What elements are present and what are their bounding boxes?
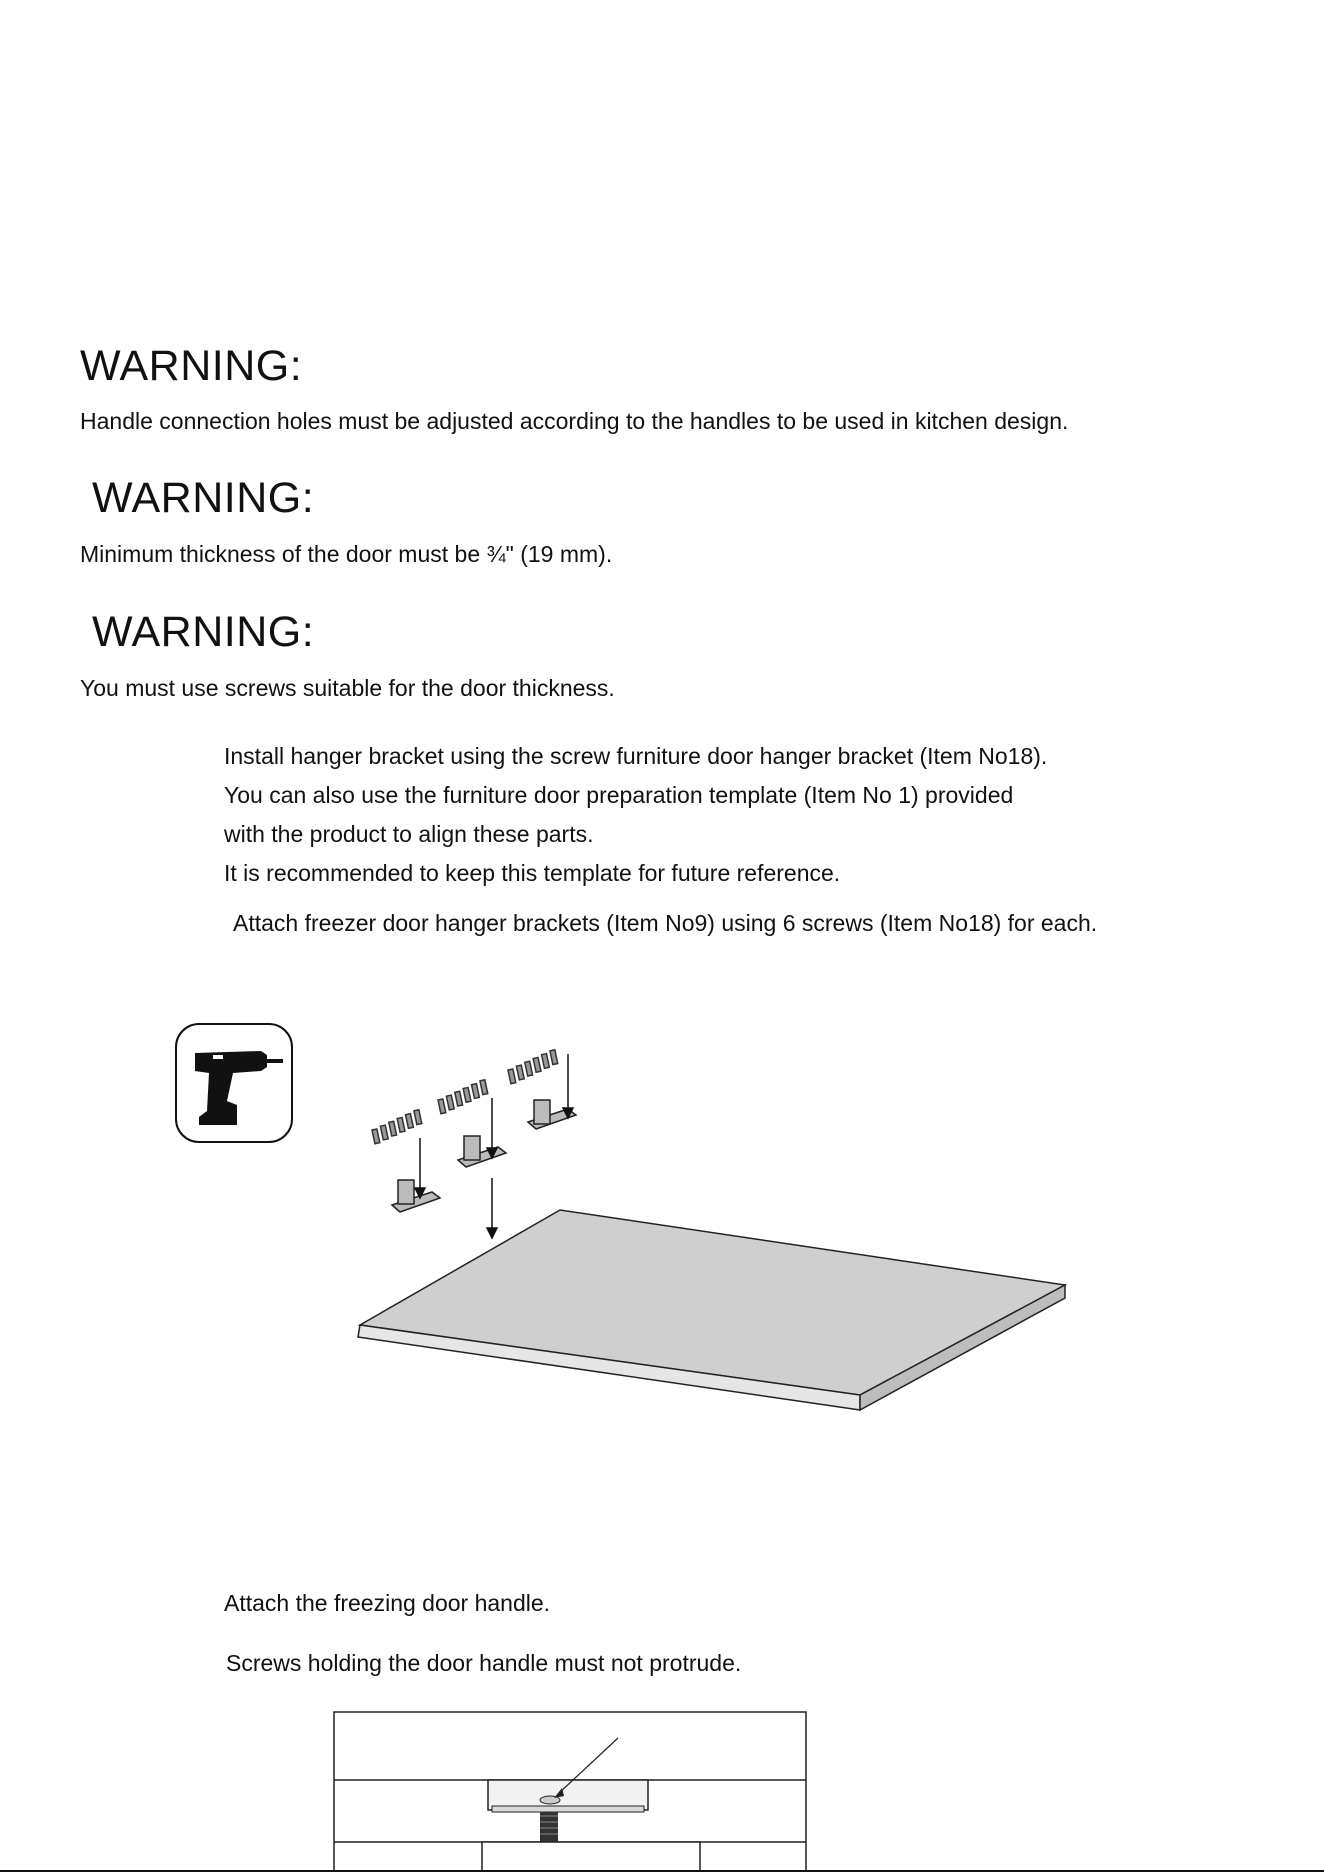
instruction-line-4: It is recommended to keep this template for future reference. <box>224 860 841 886</box>
hanger-bracket-2 <box>458 1136 506 1167</box>
handle-cross-section-diagram <box>330 1710 810 1872</box>
warning-title-3: WARNING: <box>92 608 315 656</box>
warning-text-3: You must use screws suitable for the door thickness. <box>80 675 615 701</box>
cordless-drill-icon <box>177 1025 295 1145</box>
screw-group-3 <box>506 1050 560 1084</box>
warning-text-1: Handle connection holes must be adjusted according to the handles to be used in kitchen design. <box>80 408 1069 434</box>
bracket-installation-diagram <box>340 1030 1080 1450</box>
tool-icon-frame <box>175 1023 293 1143</box>
instruction-line-3: with the product to align these parts. <box>224 821 594 847</box>
warning-title-1: WARNING: <box>80 342 303 390</box>
warning-title-2: WARNING: <box>92 474 315 522</box>
screw-group-1 <box>370 1110 424 1144</box>
instruction-line-2: You can also use the furniture door preparation template (Item No 1) provided <box>224 782 1014 808</box>
handle-step-line-2: Screws holding the door handle must not protrude. <box>226 1650 742 1676</box>
screw-group-2 <box>436 1080 490 1114</box>
instruction-line-5: Attach freezer door hanger brackets (Item No9) using 6 screws (Item No18) for each. <box>233 910 1098 936</box>
instruction-line-1: Install hanger bracket using the screw furniture door hanger bracket (Item No18). <box>224 743 1048 769</box>
installation-arrows <box>415 1054 573 1238</box>
warning-text-2: Minimum thickness of the door must be ¾" (19 mm). <box>80 541 613 567</box>
handle-step-line-1: Attach the freezing door handle. <box>224 1590 551 1616</box>
door-panel-top <box>360 1210 1065 1395</box>
hanger-bracket-1 <box>392 1180 440 1212</box>
